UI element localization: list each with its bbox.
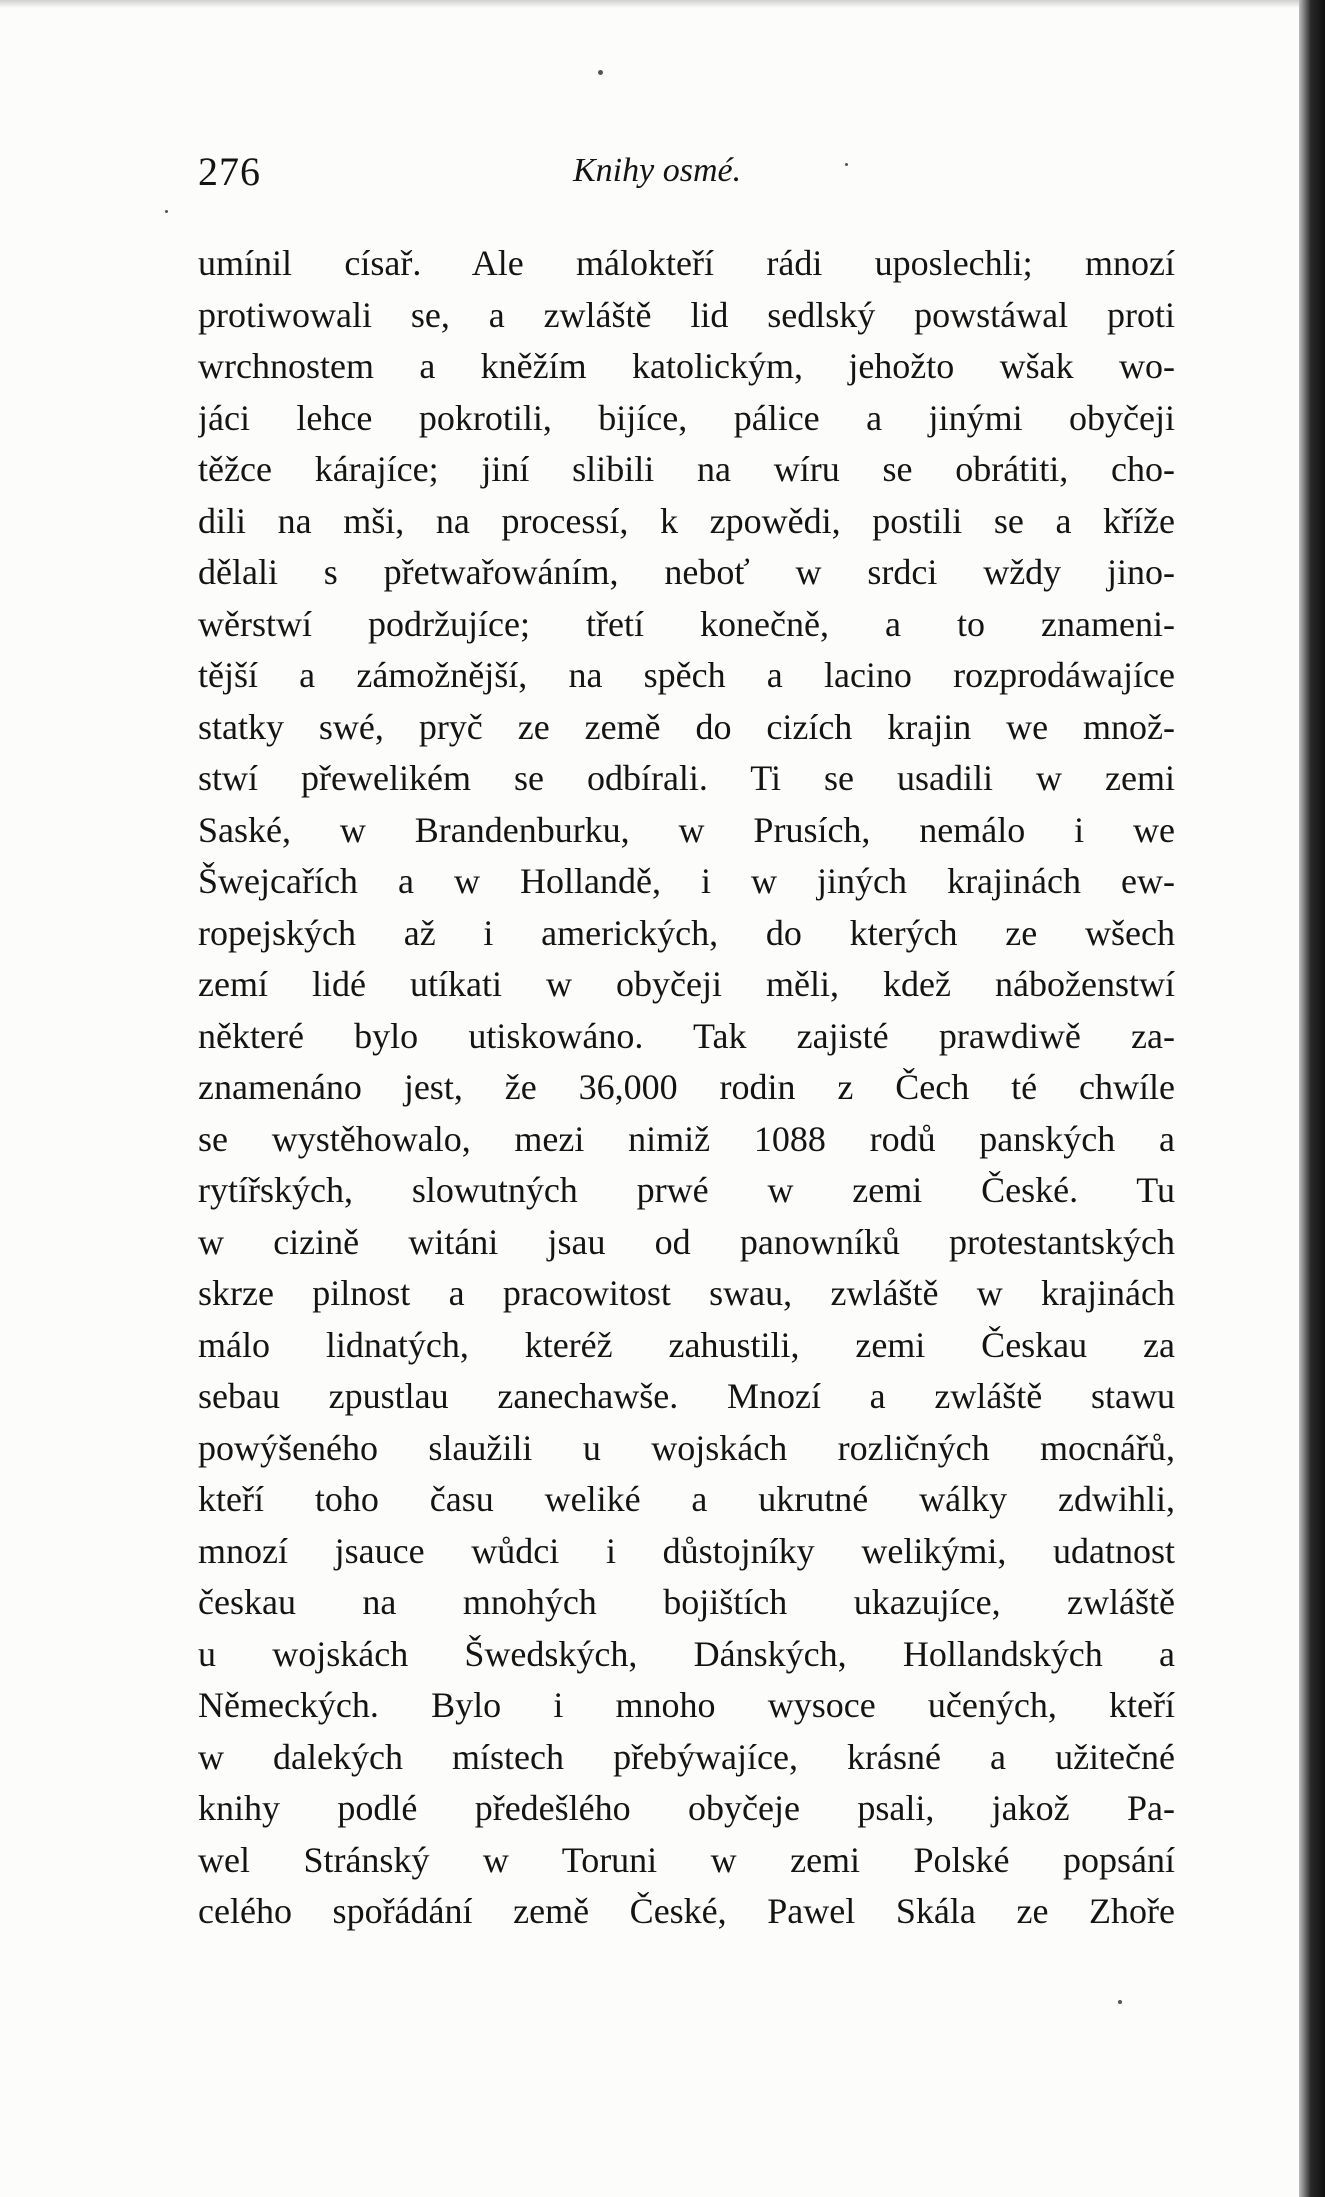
text-line: umínil císař. Ale málokteří rádi uposlechli; mnozí <box>198 243 1175 283</box>
text-line: celého spořádání země České, Pawel Skála ze Zhoře <box>198 1891 1175 1931</box>
text-line: wrchnostem a kněžím katolickým, jehožto wšak wo- <box>198 346 1175 386</box>
text-line: kteří toho času weliké a ukrutné wálky zdwihli, <box>198 1479 1175 1519</box>
running-title: Knihy osmé. <box>573 152 742 189</box>
page-top-shadow <box>0 0 1325 8</box>
print-speck <box>165 210 168 213</box>
text-line: Saské, w Brandenburku, w Prusích, nemálo i we <box>198 809 1175 850</box>
text-line: jáci lehce pokrotili, bijíce, pálice a jinými obyčeji <box>198 397 1175 438</box>
text-line: některé bylo utiskowáno. Tak zajisté prawdiwě za- <box>198 1015 1175 1056</box>
text-line: tější a zámožnější, na spěch a lacino rozprodáwajíce <box>198 655 1175 695</box>
text-line: těžce kárajíce; jiní slibili na wíru se obrátiti, cho- <box>198 449 1175 489</box>
text-line: powýšeného slaužili u wojskách rozličných mocnářů, <box>198 1427 1175 1468</box>
text-line: mnozí jsauce wůdci i důstojníky welikými, udatnost <box>198 1530 1175 1571</box>
page-number: 276 <box>198 149 261 194</box>
text-line: znamenáno jest, že 36,000 rodin z Čech té chwíle <box>198 1067 1175 1107</box>
text-line: zemí lidé utíkati w obyčeji měli, kdež náboženstwí <box>198 964 1175 1004</box>
text-line: w cizině witáni jsau od panowníků protestantských <box>198 1221 1175 1262</box>
body-text <box>198 238 1175 1938</box>
text-line: u wojskách Šwedských, Dánských, Hollandských a <box>198 1633 1175 1674</box>
text-line: dili na mši, na processí, k zpowědi, postili se a kříže <box>198 500 1175 541</box>
text-line: málo lidnatých, kteréž zahustili, zemi Českau za <box>198 1324 1175 1365</box>
page-right-edge <box>1299 0 1325 2197</box>
text-line: protiwowali se, a zwláště lid sedlský powstáwal proti <box>198 294 1175 335</box>
text-line: rytířských, slowutných prwé w zemi České. Tu <box>198 1170 1175 1210</box>
page-header <box>198 140 1198 200</box>
text-line: knihy podlé předešlého obyčeje psali, jakož Pa- <box>198 1788 1175 1828</box>
text-line: wěrstwí podržujíce; třetí konečně, a to znameni- <box>198 603 1175 644</box>
print-speck <box>598 70 603 75</box>
text-line: českau na mnohých bojištích ukazujíce, zwláště <box>198 1582 1175 1622</box>
text-line: w dalekých místech přebýwajíce, krásné a užitečné <box>198 1736 1175 1777</box>
text-line: wel Stránský w Toruni w zemi Polské popsání <box>198 1839 1175 1880</box>
text-line: Německých. Bylo i mnoho wysoce učených, kteří <box>198 1685 1175 1725</box>
text-line: dělali s přetwařowáním, neboť w srdci wždy jino- <box>198 552 1175 592</box>
text-line: sebau zpustlau zanechawše. Mnozí a zwláště stawu <box>198 1376 1175 1416</box>
text-line: ropejských až i amerických, do kterých ze wšech <box>198 912 1175 953</box>
text-line: statky swé, pryč ze země do cizích krajin we množ- <box>198 706 1175 747</box>
print-speck <box>1118 2000 1122 2004</box>
text-line: Šwejcařích a w Hollandě, i w jiných krajinách ew- <box>198 861 1175 901</box>
text-line: stwí přewelikém se odbírali. Ti se usadili w zemi <box>198 758 1175 798</box>
text-line: se wystěhowalo, mezi nimiž 1088 rodů panských a <box>198 1118 1175 1159</box>
text-line: skrze pilnost a pracowitost swau, zwláště w krajinách <box>198 1273 1175 1313</box>
